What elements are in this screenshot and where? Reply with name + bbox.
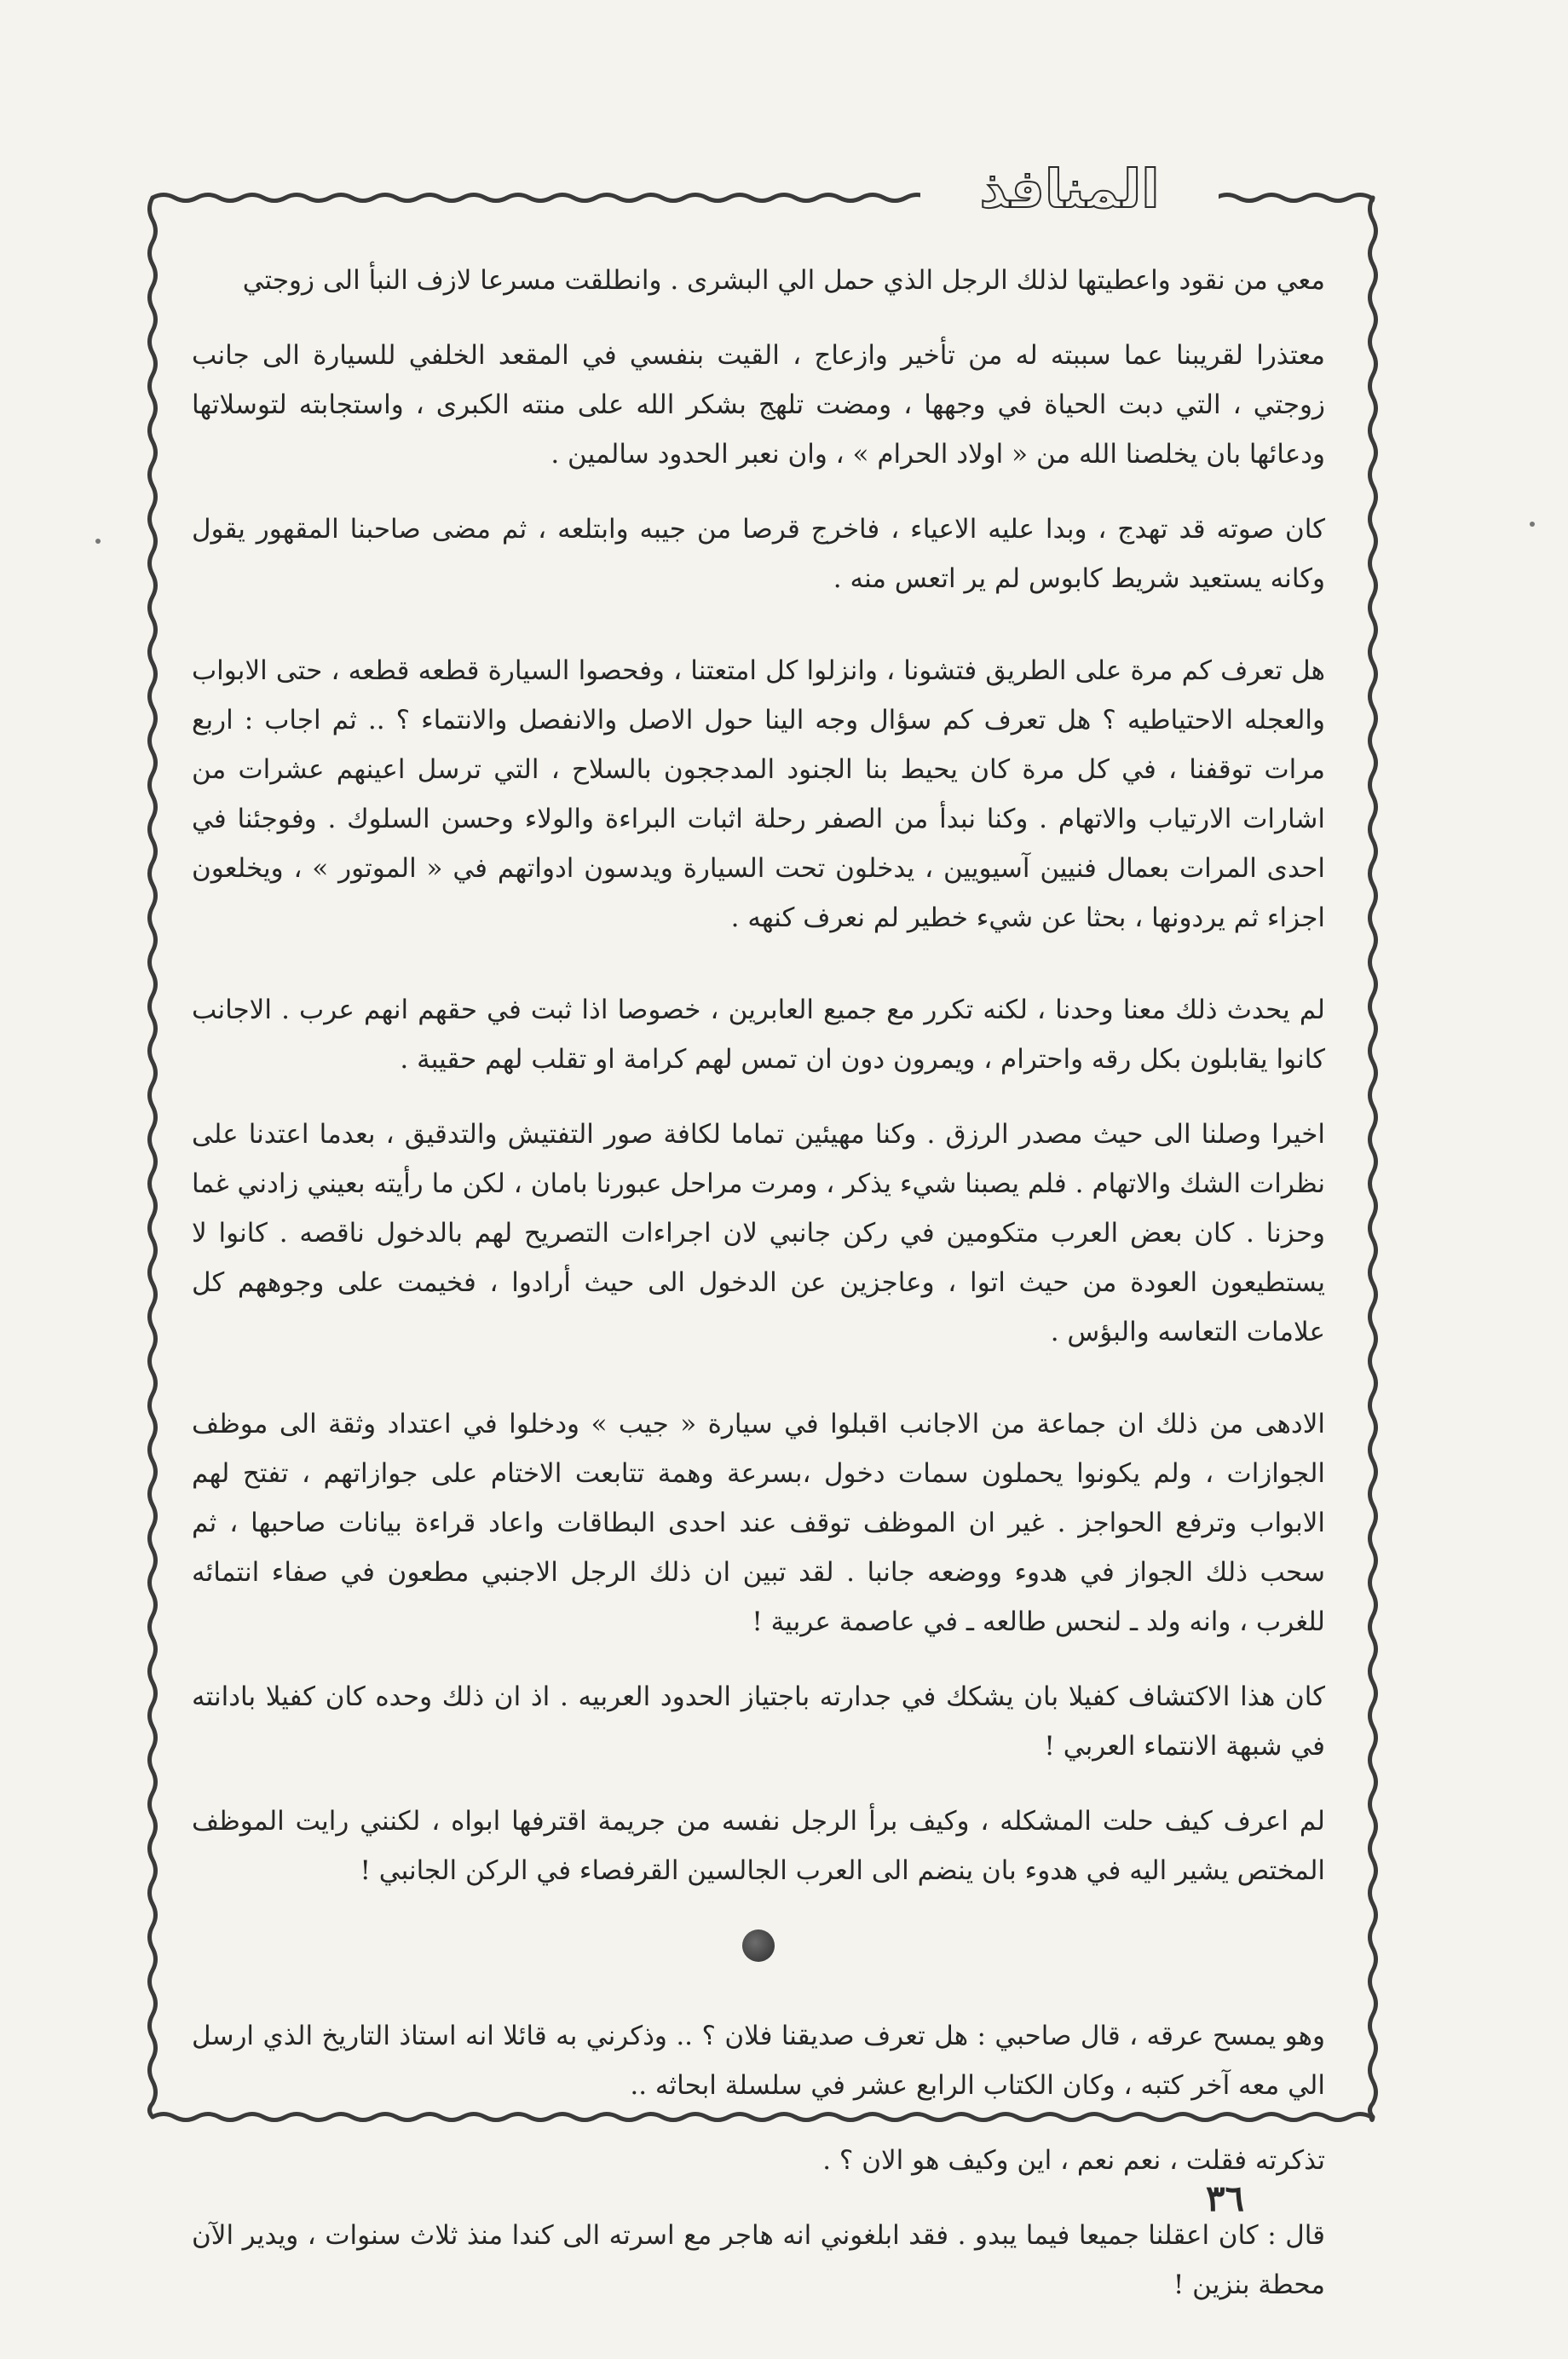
frame-edge: [150, 198, 156, 2117]
masthead-title: المنافذ: [979, 157, 1160, 220]
paragraph-1: معي من نقود واعطيتها لذلك الرجل الذي حمل الي البشرى . وانطلقت مسرعا لازف النبأ الى زوجتي: [242, 265, 1325, 296]
paragraph-12: قال : كان اعقلنا جميعا فيما يبدو . فقد ابلغوني انه هاجر مع اسرته الى كندا منذ ثلاث سنوات ، ويدير الآن محطة بنزين !: [192, 2220, 1325, 2300]
scan-speck: [95, 539, 101, 544]
paragraph-8: كان هذا الاكتشاف كفيلا بان يشكك في جدارته باجتياز الحدود العربيه . اذ ان ذلك وحده كان كفيلا بادانته في شبهة الانتماء العربي !: [192, 1681, 1325, 1762]
paragraph-2: معتذرا لقريبنا عما سببته له من تأخير وازعاج ، القيت بنفسي في المقعد الخلفي للسيارة الى جانب زوجتي ، التي دبت الحياة في وجهها ، ومضت تلهج بشكر الله على منته الكبرى ، واستجابته لتوسلاتها ودعائها بان يخلصنا الله من « اولاد الحرام » ، وان نعبر الحدود سالمين .: [192, 340, 1325, 470]
frame-edge: [1370, 198, 1376, 2117]
paragraph-11: تذكرته فقلت ، نعم نعم ، اين وكيف هو الان ؟ .: [822, 2145, 1325, 2176]
paragraph-9: لم اعرف كيف حلت المشكله ، وكيف برأ الرجل نفسه من جريمة اقترفها ابواه ، لكنني رايت الموظف المختص يشير اليه في هدوء بان ينضم الى العرب الجالسين القرفصاء في الركن الجانبي !: [192, 1806, 1325, 1886]
article-body: [192, 256, 1325, 2335]
paragraph-4: هل تعرف كم مرة على الطريق فتشونا ، وانزلوا كل امتعتنا ، وفحصوا السيارة قطعه قطعه ، حتى الابواب والعجله الاحتياطيه ؟ هل تعرف كم سؤال وجه الينا حول الاصل والانفصل والانتماء ؟ .. ثم اجاب : اربع مرات توقفنا ، في كل مرة كان يحيط بنا الجنود المدججون بالسلاح ، التي ترسل اعينهم عشرات من اشارات الارتياب والاتهام . وكنا نبدأ من الصفر رحلة اثبات البراءة والولاء وحسن السلوك . وفوجئنا في احدى المرات بعمال فنيين آسيويين ، يدخلون تحت السيارة ويدسون ادواتهم في « الموتور » ، ويخلعون اجزاء ثم يردونها ، بحثا عن شيء خطير لم نعرف كنهه .: [192, 655, 1325, 933]
section-divider-dot: [742, 1929, 775, 1962]
paragraph-3: كان صوته قد تهدج ، وبدا عليه الاعياء ، فاخرج قرصا من جيبه وابتلعه ، ثم مضى صاحبنا المقهور يقول وكانه يستعيد شريط كابوس لم ير اتعس منه .: [192, 514, 1325, 594]
paragraph-10: وهو يمسح عرقه ، قال صاحبي : هل تعرف صديقنا فلان ؟ .. وذكرني به قائلا انه استاذ التاريخ الذي ارسل الي معه آخر كتبه ، وكان الكتاب الرابع عشر في سلسلة ابحاثه ..: [192, 2021, 1325, 2101]
scan-speck: [1530, 522, 1535, 527]
paragraph-5: لم يحدث ذلك معنا وحدنا ، لكنه تكرر مع جميع العابرين ، خصوصا اذا ثبت في حقهم انهم عرب . الاجانب كانوا يقابلون بكل رقه واحترام ، ويمرون دون ان تمس لهم كرامة او تقلب لهم حقيبة .: [192, 995, 1325, 1075]
masthead-logo: [920, 150, 1219, 227]
page-number: ٣٦: [1206, 2177, 1245, 2219]
paragraph-6: اخيرا وصلنا الى حيث مصدر الرزق . وكنا مهيئين تماما لكافة صور التفتيش والتدقيق ، بعدما اعتدنا على نظرات الشك والاتهام . فلم يصبنا شيء يذكر ، ومرت مراحل عبورنا بامان ، لكن ما رأيته بعيني زادني غما وحزنا . كان بعض العرب متكومين في ركن جانبي لان اجراءات التصريح لهم بالدخول ناقصه . كانوا لا يستطيعون العودة من حيث اتوا ، وعاجزين عن الدخول الى حيث أرادوا ، فخيمت على وجوههم كل علامات التعاسه والبؤس .: [192, 1119, 1325, 1347]
paragraph-7: الادهى من ذلك ان جماعة من الاجانب اقبلوا في سيارة « جيب » ودخلوا في اعتداد وثقة الى موظف الجوازات ، ولم يكونوا يحملون سمات دخول ،بسرعة وهمة تتابعت الاختام على جوازاتهم ، تفتح لهم الابواب وترفع الحواجز . غير ان الموظف توقف عند احدى البطاقات واعاد قراءة بيانات صاحبها ، ثم سحب ذلك الجواز في هدوء ووضعه جانبا . لقد تبين ان ذلك الرجل الاجنبي مطعون في صفاء انتمائه للغرب ، وانه ولد ـ لنحس طالعه ـ في عاصمة عربية !: [192, 1409, 1326, 1637]
